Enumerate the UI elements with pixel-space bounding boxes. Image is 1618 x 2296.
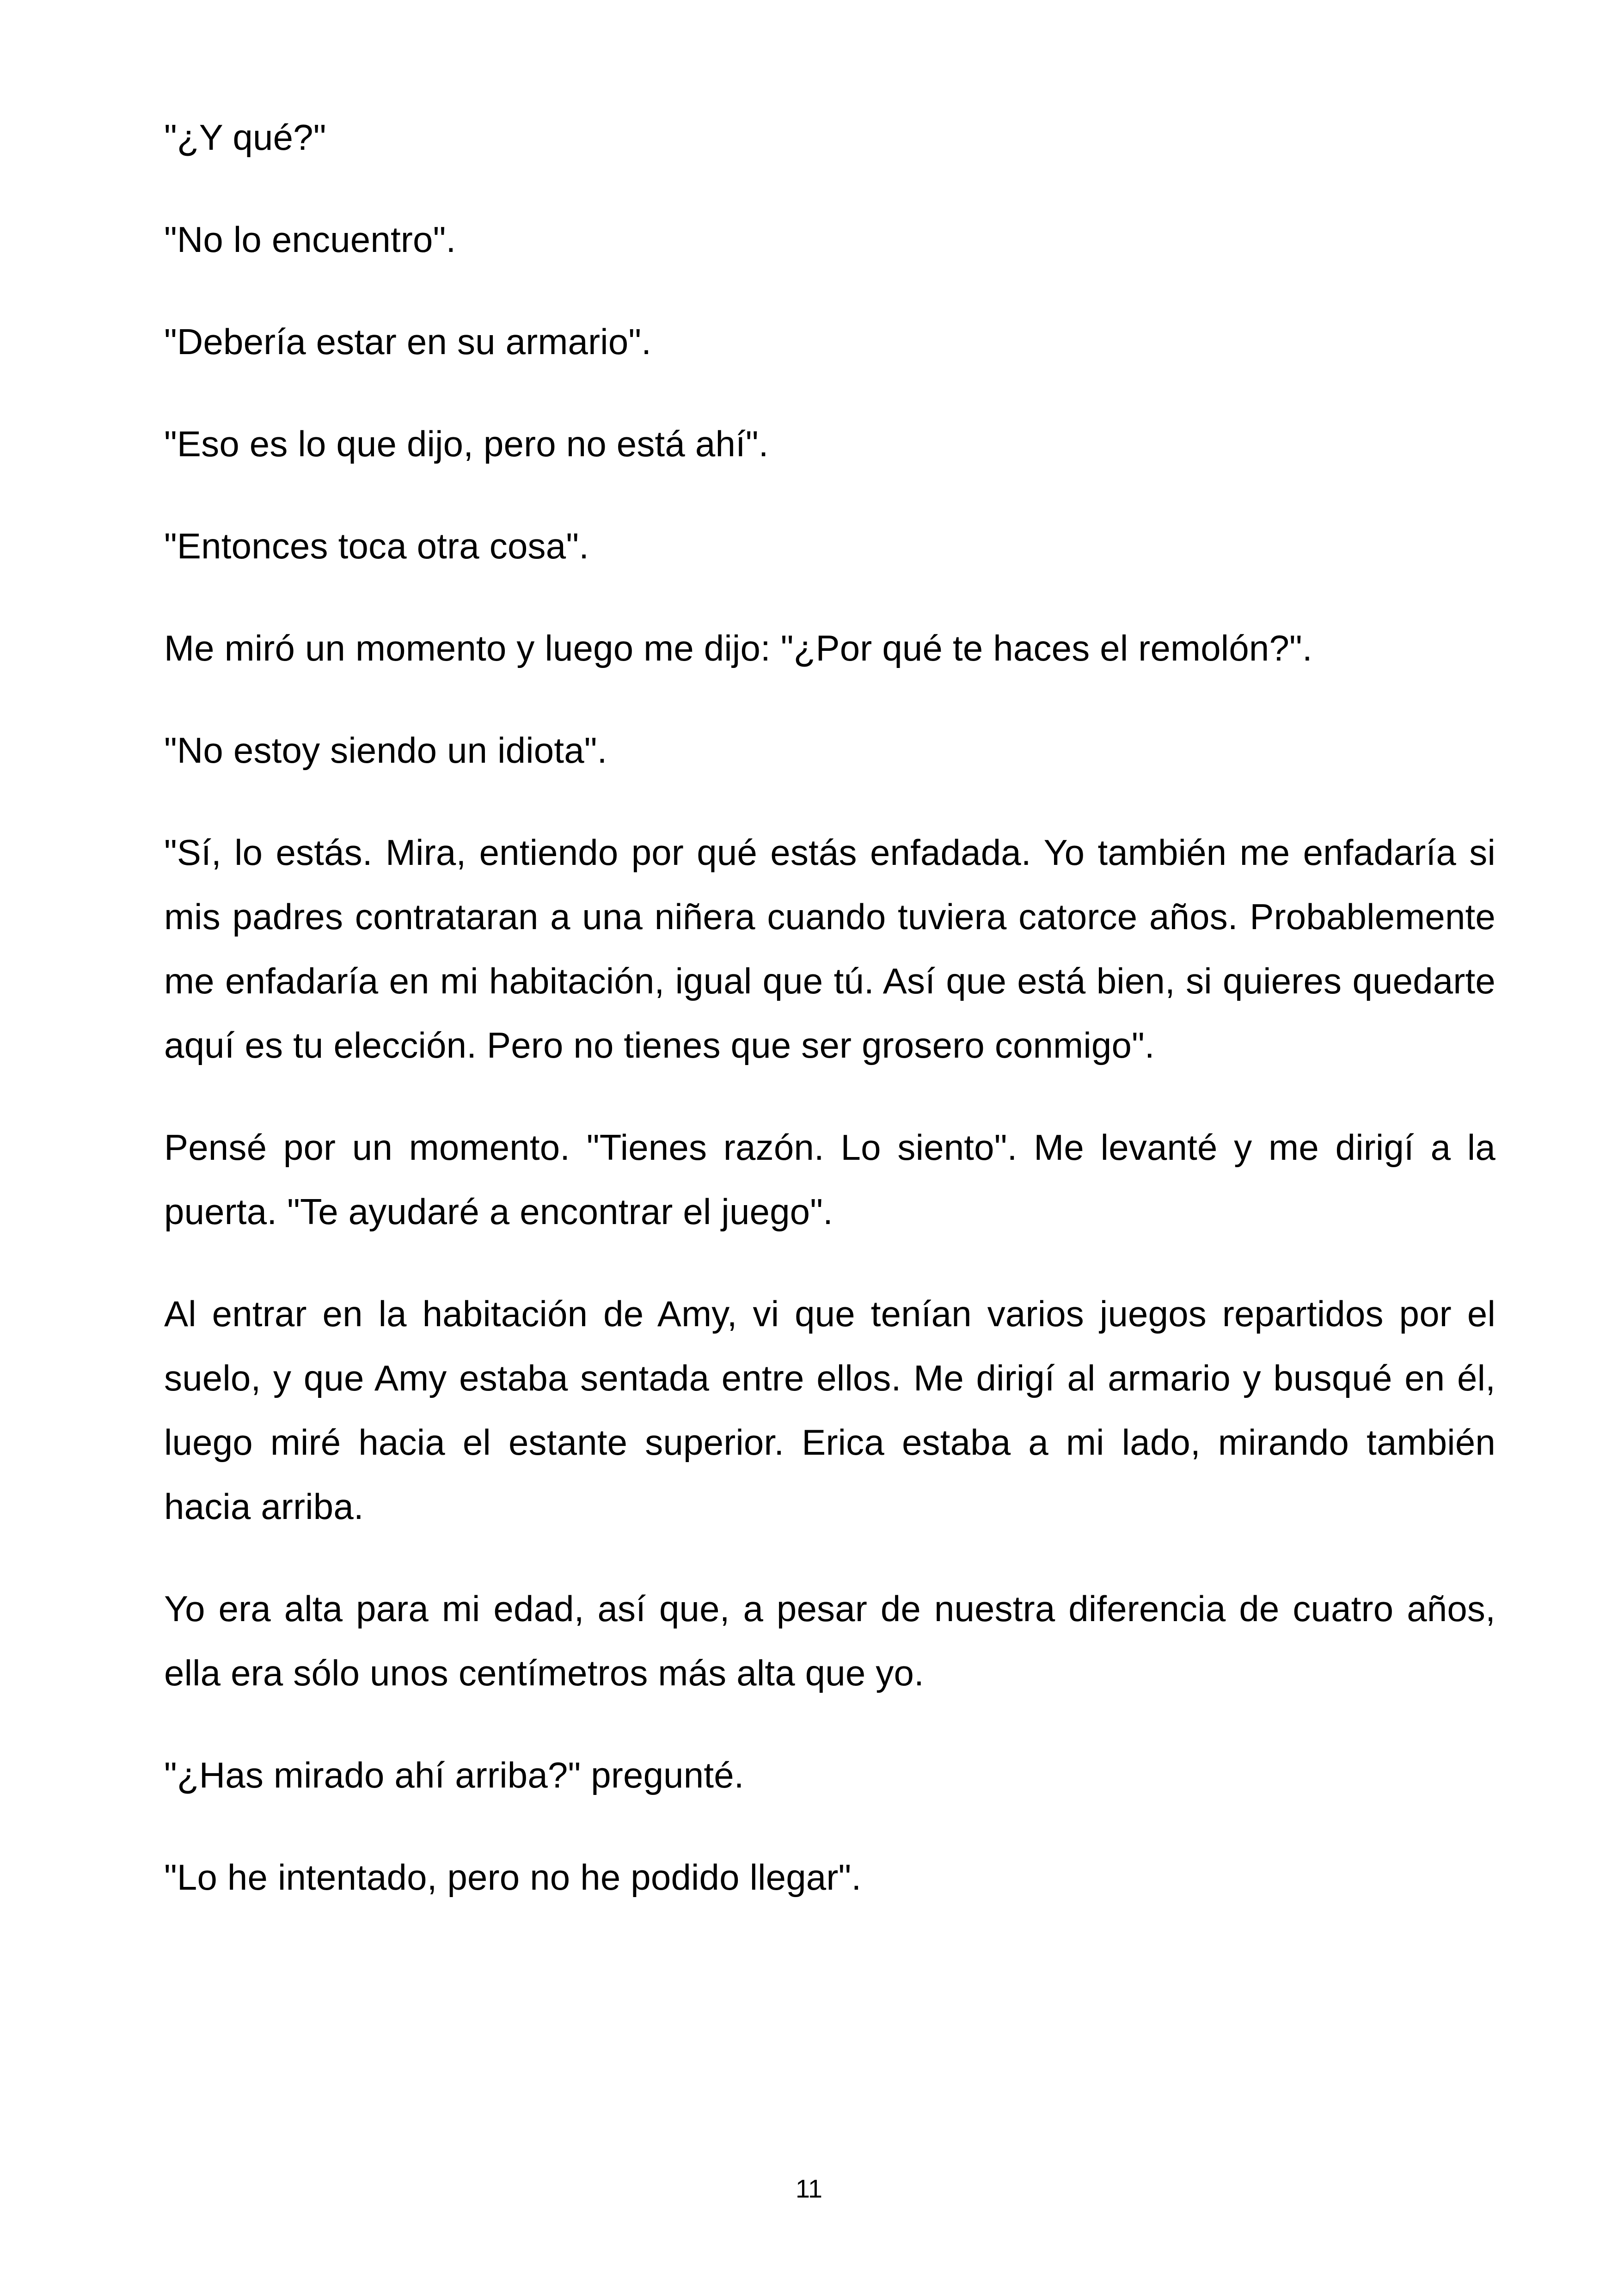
page-number: 11	[795, 2174, 823, 2203]
paragraph-5: "Entonces toca otra cosa".	[164, 526, 589, 566]
paragraph-7: "No estoy siendo un idiota".	[164, 730, 607, 771]
paragraph-4: "Eso es lo que dijo, pero no está ahí".	[164, 423, 769, 464]
paragraph-11: Yo era alta para mi edad, así que, a pesar de nuestra diferencia de cuatro años, ella era sólo unos centímetros más alta que yo.	[164, 1588, 1495, 1693]
paragraph-9: Pensé por un momento. "Tienes razón. Lo siento". Me levanté y me dirigí a la puerta. "Te ayudaré a encontrar el juego".	[164, 1127, 1495, 1232]
paragraph-12: "¿Has mirado ahí arriba?" pregunté.	[164, 1755, 744, 1795]
paragraph-1: "¿Y qué?"	[164, 117, 326, 158]
paragraph-3: "Debería estar en su armario".	[164, 321, 652, 362]
paragraph-8: "Sí, lo estás. Mira, entiendo por qué estás enfadada. Yo también me enfadaría si mis padres contrataran a una niñera cuando tuviera catorce años. Probablemente me enfadaría en mi habitación, igual que tú. Así que está bien, si quieres quedarte aquí es tu elección. Pero no tienes que ser grosero conmigo".	[164, 832, 1495, 1065]
paragraph-2: "No lo encuentro".	[164, 219, 456, 260]
paragraph-10: Al entrar en la habitación de Amy, vi que tenían varios juegos repartidos por el suelo, y que Amy estaba sentada entre ellos. Me dirigí al armario y busqué en él, luego miré hacia el estante superior. Erica estaba a mi lado, mirando también hacia arriba.	[164, 1293, 1495, 1527]
page-body-text	[164, 105, 1495, 1947]
paragraph-6: Me miró un momento y luego me dijo: "¿Por qué te haces el remolón?".	[164, 628, 1312, 668]
paragraph-13: "Lo he intentado, pero no he podido llegar".	[164, 1857, 862, 1898]
